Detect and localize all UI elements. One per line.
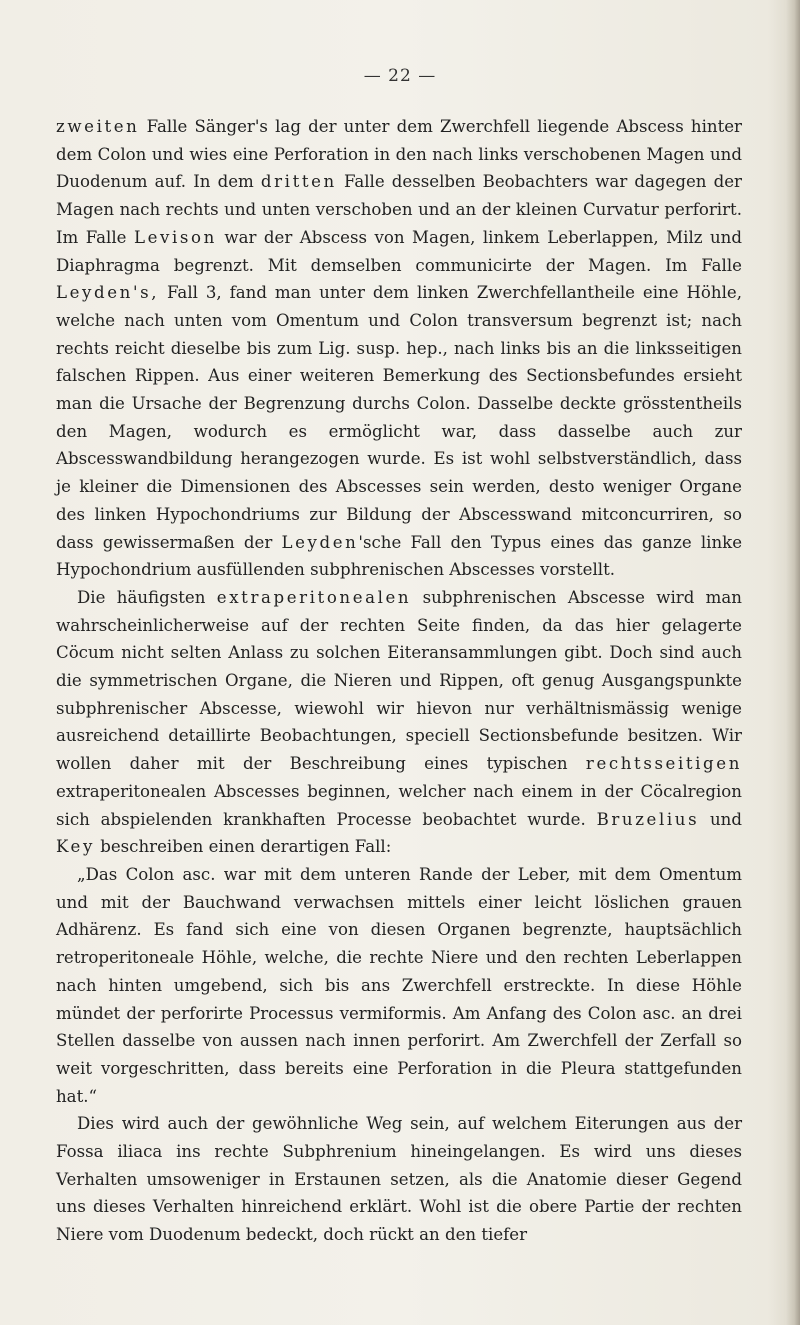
spaced-emphasis: extraperitonealen bbox=[216, 587, 412, 607]
text-run: 'sche Fall den Typus eines das ganze linke Hypochondrium ausfüllenden subphrenischen Abscesses vorstellt. bbox=[56, 532, 743, 580]
spaced-emphasis: zweiten bbox=[56, 117, 140, 136]
text-run: war der Abscess von Magen, linkem Leberlappen, Milz und Diaphragma begrenzt. Mit demselben communicirte der Magen. Im Falle bbox=[56, 227, 742, 275]
text-run: subphrenischen Abscesse wird man wahrscheinlicherweise auf der rechten Seite finden, da das hier gelagerte Cöcum nicht selten Anlass zu solchen Eiteransammlungen gibt. Doch sind auch die symmetrischen Organe, die Nieren und Rippen, oft genug Ausgangspunkte subphrenischer Abscesse, wiewohl wir hievon nur verhältnismässig wenige ausreichend detaillirte Beobachtungen, speciell Sectionsbefunde besitzen. Wir wollen daher mit der Beschreibung eines typischen bbox=[56, 587, 742, 774]
text-run: und bbox=[699, 809, 742, 829]
paragraph bbox=[56, 113, 742, 584]
text-run: Die häufigsten bbox=[77, 587, 217, 607]
spaced-emphasis: Leyden's, bbox=[56, 283, 160, 303]
paragraph bbox=[56, 584, 742, 861]
text-run: extraperitonealen Abscesses beginnen, welcher nach einem in der Cöcalregion sich abspielenden krankhaften Processe beobachtet wurde. bbox=[56, 781, 742, 829]
text-run: Dies wird auch der gewöhnliche Weg sein, auf welchem Eiterungen aus der Fossa iliaca ins rechte Subphrenium hineingelangen. Es wird uns dieses Verhalten umsoweniger in Erstaunen setzen, als die Anatomie dieser Gegend uns dieses Verhalten hinreichend erklärt. Wohl ist die obere Partie der rechten Niere vom Duodenum bedeckt, doch rückt an den tiefer bbox=[56, 1114, 742, 1245]
text-run: beschreiben einen derartigen Fall: bbox=[94, 837, 392, 857]
spaced-emphasis: Key bbox=[56, 837, 95, 857]
text-run: „Das Colon asc. war mit dem unteren Rande der Leber, mit dem Omentum und mit der Bauchwand verwachsen mittels einer leicht löslichen grauen Adhärenz. Es fand sich eine von diesen Organen begrenzte, hauptsächlich retroperitoneale Höhle, welche, die rechte Niere und den rechten Leberlappen nach hinten umgebend, sich bis ans Zwerchfell erstreckte. In diese Höhle mündet der perforirte Processus vermiformis. Am Anfang des Colon asc. an drei Stellen dasselbe von aussen nach innen perforirt. Am Zwerchfell der Zerfall so weit vorgeschritten, dass bereits eine Perforation in die Pleura stattgefunden hat.“ bbox=[56, 864, 742, 1106]
text-run: Falle desselben Beobachters war dagegen der Magen nach rechts und unten verschoben und an der kleinen Curvatur perforirt. Im Falle bbox=[56, 172, 742, 247]
spaced-emphasis: rechtsseitigen bbox=[585, 754, 742, 774]
spaced-emphasis: Bruzelius bbox=[596, 809, 700, 829]
paragraph bbox=[56, 861, 742, 1110]
spaced-emphasis: Levison bbox=[133, 227, 217, 247]
paragraph bbox=[56, 1110, 742, 1249]
text-run: Falle Sänger's lag der unter dem Zwerchfell liegende Abscess hinter dem Colon und wies eine Perforation in den nach links verschobenen Magen und Duodenum auf. In dem bbox=[56, 117, 742, 192]
text-run: Fall 3, fand man unter dem linken Zwerchfellantheile eine Höhle, welche nach unten vom Omentum und Colon transversum begrenzt ist; nach rechts reicht dieselbe bis zum Lig. susp. hep., nach links bis an die linksseitigen falschen Rippen. Aus einer weiteren Bemerkung des Sectionsbefundes ersieht man die Ursache der Begrenzung durchs Colon. Dasselbe deckte grösstentheils den Magen, wodurch es ermöglicht war, dass dasselbe auch zur Abscesswandbildung herangezogen wurde. Es ist wohl selbstverständlich, dass je kleiner die Dimensionen des Abscesses sein werden, desto weniger Organe des linken Hypochondriums zur Bildung der Abscesswand mitconcurriren, so dass gewissermaßen der bbox=[56, 283, 742, 552]
spaced-emphasis: dritten bbox=[260, 172, 337, 192]
page-edge-shadow bbox=[786, 0, 800, 1325]
spaced-emphasis: Leyden bbox=[281, 532, 359, 552]
body-text bbox=[56, 113, 742, 1249]
page-number: — 22 — bbox=[363, 66, 437, 86]
